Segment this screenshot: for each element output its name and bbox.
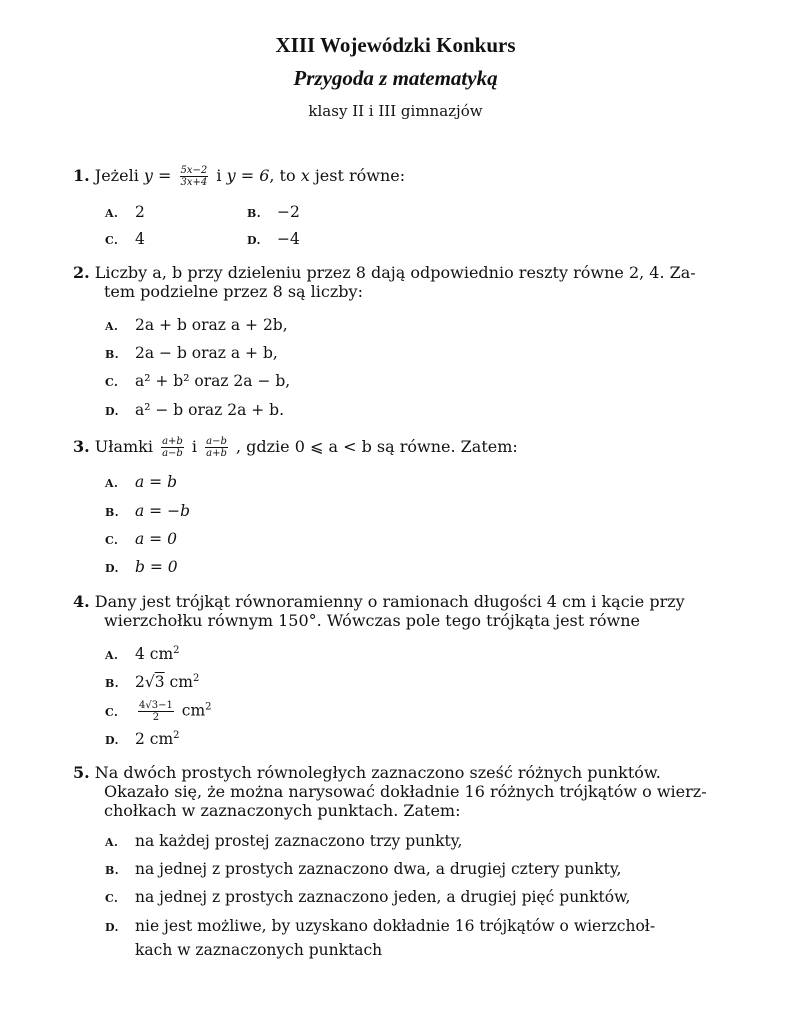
option-text: b = 0: [135, 558, 178, 576]
q1-post: , to: [269, 166, 301, 185]
option-label: B.: [105, 348, 120, 361]
option-label: C.: [105, 234, 119, 247]
contest-subtitle: Przygoda z matematyką: [293, 66, 498, 90]
option-text: −4: [277, 230, 300, 248]
q3-option-c[interactable]: [105, 530, 177, 550]
q1-mid: i: [211, 166, 227, 185]
option-exponent: 2: [173, 729, 180, 741]
q1-option-c[interactable]: [105, 230, 145, 250]
option-label: A.: [105, 649, 119, 662]
q4-option-a[interactable]: [105, 645, 180, 665]
option-label: D.: [247, 234, 261, 247]
option-label: B.: [105, 677, 120, 690]
q4-line-1: Dany jest trójkąt równoramienny o ramionach długości 4 cm i kącie przy: [94, 592, 685, 611]
option-text: a² − b oraz 2a + b.: [135, 401, 285, 419]
option-label: D.: [105, 562, 119, 575]
option-fraction-denominator: 2: [152, 712, 160, 723]
option-text: na jednej z prostych zaznaczono dwa, a drugiej cztery punkty,: [135, 860, 622, 878]
q5-line-2: Okazało się, że można narysować dokładnie 16 różnych trójkątów o wierz-: [104, 782, 707, 801]
q1-end: jest równe:: [309, 166, 406, 185]
option-label: A.: [105, 477, 119, 490]
q5-option-b[interactable]: [105, 860, 621, 880]
option-label: A.: [105, 207, 119, 220]
q1-fraction-denominator: 3x+4: [180, 177, 208, 188]
option-text: a² + b² oraz 2a − b,: [135, 372, 291, 390]
option-exponent: 2: [192, 672, 200, 684]
q4-option-d[interactable]: [105, 730, 180, 750]
q3-pre: Ułamki: [94, 437, 159, 456]
q2-line-2: tem podzielne przez 8 są liczby:: [104, 282, 363, 301]
q3-fraction-2-denominator: a+b: [206, 448, 227, 459]
option-text-continued: kach w zaznaczonych punktach: [135, 941, 383, 959]
option-fraction: [138, 700, 174, 723]
contest-classes: klasy II i III gimnazjów: [308, 102, 483, 120]
q3-fraction-1: [161, 436, 184, 459]
question-4: [73, 592, 723, 630]
option-unit: cm: [164, 673, 193, 691]
q2-option-b[interactable]: [105, 344, 278, 364]
q1-var-x: x: [300, 166, 310, 185]
question-number: 1.: [73, 166, 90, 185]
q1-option-b[interactable]: [247, 203, 300, 223]
option-text: 4: [135, 230, 145, 248]
option-unit: cm: [176, 701, 206, 720]
option-exponent: 2: [173, 644, 180, 656]
option-text: a = b: [135, 473, 178, 491]
q3-option-a[interactable]: [105, 473, 177, 493]
option-text: 2√: [135, 673, 155, 691]
q3-fraction-2-numerator: a−b: [206, 436, 227, 447]
q1-y6: y = 6: [226, 166, 270, 185]
q5-option-d-continuation: [135, 941, 382, 959]
question-number: 3.: [73, 437, 90, 456]
option-text: 2a − b oraz a + b,: [135, 344, 278, 362]
option-text: na każdej prostej zaznaczono trzy punkty,: [135, 832, 463, 850]
option-label: B.: [247, 207, 262, 220]
q3-option-b[interactable]: [105, 502, 190, 522]
option-text: −2: [277, 203, 300, 221]
option-text: a = −b: [135, 502, 190, 520]
q3-post: , gdzie 0 ⩽ a < b są równe. Zatem:: [230, 437, 518, 456]
q3-fraction-2: [205, 436, 228, 459]
option-text: nie jest możliwe, by uzyskano dokładnie 16 trójkątów o wierzchoł-: [135, 917, 656, 935]
question-5: [73, 763, 723, 820]
q1-eq: =: [152, 166, 177, 185]
q2-option-d[interactable]: [105, 401, 284, 421]
option-label: A.: [105, 320, 119, 333]
q1-fraction: [180, 165, 209, 188]
option-exponent: 2: [205, 701, 212, 713]
option-fraction-numerator: 4√3−1: [139, 700, 173, 711]
question-number: 5.: [73, 763, 90, 782]
q1-option-d[interactable]: [247, 230, 300, 250]
q5-option-d[interactable]: [105, 917, 655, 937]
option-label: A.: [105, 836, 119, 849]
q1-pre: Jeżeli: [94, 166, 144, 185]
option-label: C.: [105, 376, 119, 389]
q4-option-b[interactable]: [105, 673, 199, 693]
option-label: C.: [105, 705, 119, 719]
q5-option-c[interactable]: [105, 888, 630, 908]
option-label: D.: [105, 405, 119, 418]
q3-option-d[interactable]: [105, 558, 178, 578]
contest-title: XIII Wojewódzki Konkurs: [275, 33, 516, 57]
q1-var-y: y: [143, 166, 153, 185]
q5-option-a[interactable]: [105, 832, 462, 852]
question-number: 4.: [73, 592, 90, 611]
option-text: 2: [135, 203, 145, 221]
q1-option-a[interactable]: [105, 203, 145, 223]
question-number: 2.: [73, 263, 90, 282]
option-label: C.: [105, 892, 119, 905]
option-text: 2 cm: [135, 730, 174, 748]
option-text: 4 cm: [135, 645, 174, 663]
q2-option-c[interactable]: [105, 372, 290, 392]
q2-option-a[interactable]: [105, 316, 288, 336]
option-text: 2a + b oraz a + 2b,: [135, 316, 288, 334]
q4-line-2: wierzchołku równym 150°. Wówczas pole tego trójkąta jest równe: [104, 611, 641, 630]
option-radicand: 3: [154, 673, 165, 691]
q4-option-c[interactable]: [105, 700, 212, 723]
q2-line-1: Liczby a, b przy dzieleniu przez 8 dają odpowiednio reszty równe 2, 4. Za-: [94, 263, 696, 282]
q5-line-1: Na dwóch prostych równoległych zaznaczono sześć różnych punktów.: [94, 763, 661, 782]
option-text: a = 0: [135, 530, 177, 548]
q3-fraction-1-denominator: a−b: [162, 448, 183, 459]
question-2: [73, 263, 723, 301]
option-label: C.: [105, 534, 119, 547]
option-label: D.: [105, 921, 119, 934]
option-label: D.: [105, 734, 119, 747]
q5-line-3: chołkach w zaznaczonych punktach. Zatem:: [104, 801, 461, 820]
option-label: B.: [105, 506, 120, 519]
q3-fraction-1-numerator: a+b: [162, 436, 183, 447]
q3-mid: i: [186, 437, 203, 456]
option-label: B.: [105, 864, 120, 877]
option-text: na jednej z prostych zaznaczono jeden, a drugiej pięć punktów,: [135, 888, 631, 906]
question-3: [73, 436, 723, 459]
question-1: [73, 165, 723, 188]
q1-fraction-numerator: 5x−2: [180, 165, 208, 176]
